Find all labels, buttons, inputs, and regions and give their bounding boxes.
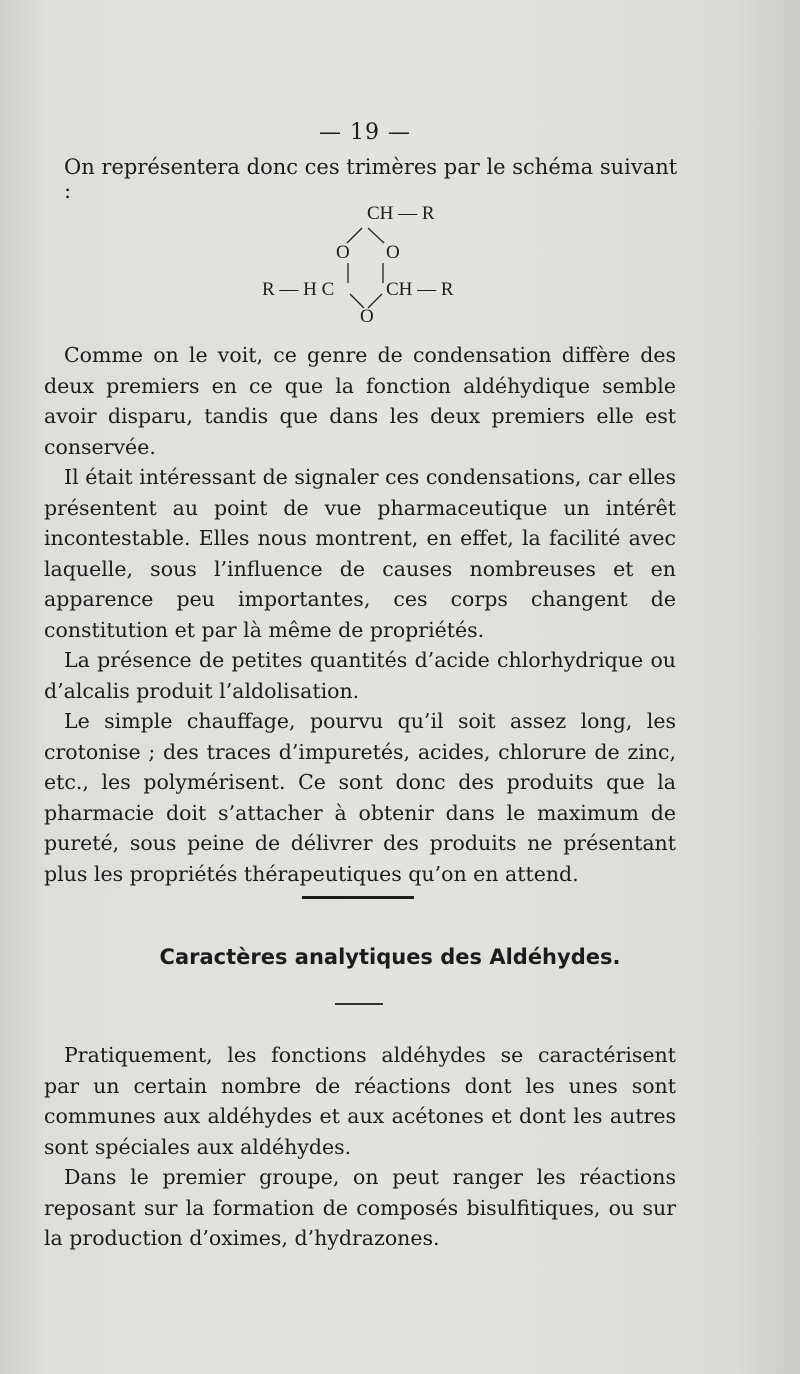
trimer-structural-formula: [250, 195, 490, 335]
formula-left-group: R — H C: [262, 279, 335, 300]
formula-oxygen-left: O: [336, 242, 350, 263]
section-title: Caractères analytiques des Aldéhydes.: [159, 945, 621, 969]
formula-oxygen-right: O: [386, 242, 400, 263]
formula-top-group: CH — R: [367, 203, 435, 224]
title-underline: [335, 1003, 383, 1005]
formula-right-group: CH — R: [386, 279, 454, 300]
section-body-text: [44, 1040, 676, 1254]
paragraph: La présence de petites quantités d’acide chlorhydrique ou d’alcalis produit l’aldolisation.: [44, 648, 676, 703]
intro-line: On représentera donc ces trimères par le schéma suivant :: [64, 155, 678, 203]
page-number: — 19 —: [319, 120, 411, 145]
paragraph: Pratiquement, les fonctions aldéhydes se caractérisent par un certain nombre de réactions dont les unes sont communes aux aldéhydes et aux acétones et dont les autres sont spéciales aux aldéhydes.: [44, 1043, 676, 1159]
paragraph: Dans le premier groupe, on peut ranger les réactions reposant sur la formation de composés bisulfitiques, ou sur la production d’oximes, d’hydrazones.: [44, 1165, 676, 1250]
paragraph: Comme on le voit, ce genre de condensation diffère des deux premiers en ce que la fonction aldéhydique semble avoir disparu, tandis que dans les deux premiers elle est conservée.: [44, 343, 676, 459]
formula-oxygen-bottom: O: [360, 306, 374, 327]
paragraph: Le simple chauffage, pourvu qu’il soit assez long, les crotonise ; des traces d’impuretés, acides, chlorure de zinc, etc., les polymérisent. Ce sont donc des produits que la pharmacie doit s’attacher à obtenir dans le maximum de pureté, sous peine de délivrer des produits ne présentant plus les propriétés thérapeutiques qu’on en attend.: [44, 709, 676, 886]
section-divider: [302, 896, 414, 899]
paragraph: Il était intéressant de signaler ces condensations, car elles présentent au point de vue pharmaceutique un intérêt incontestable. Elles nous montrent, en effet, la facilité avec laquelle, sous l’influence de causes nombreuses et en apparence peu importantes, ces corps changent de constitution et par là même de propriétés.: [44, 465, 676, 642]
body-text: [44, 340, 676, 889]
